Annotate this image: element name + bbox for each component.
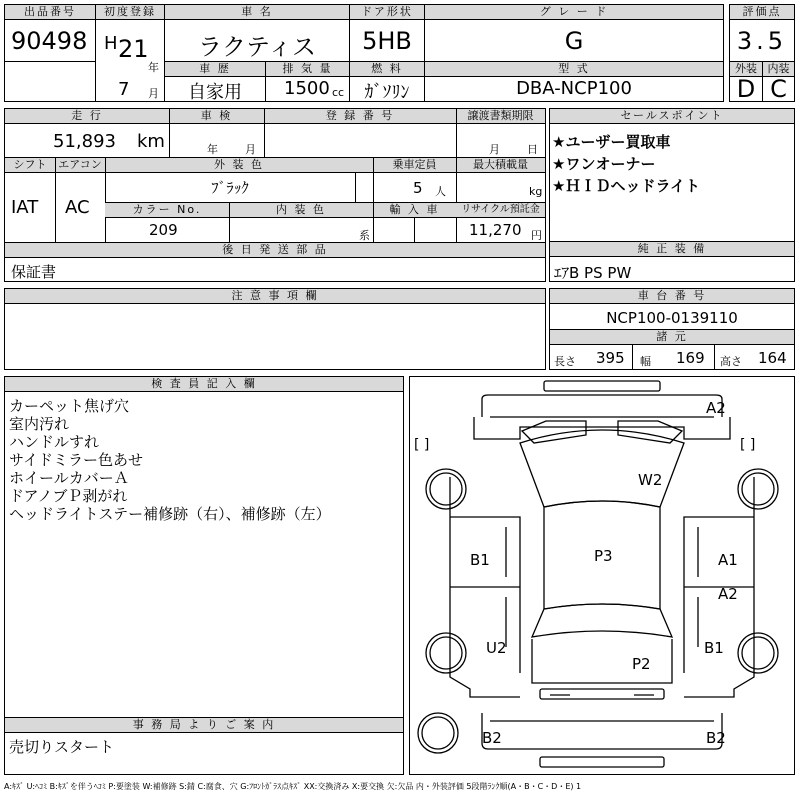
lot-number-label: 出品番号 <box>5 5 95 20</box>
mileage: 51,893 <box>53 131 116 152</box>
color-no-label: カラー No. <box>105 203 229 218</box>
inspector-line-5: ホイールカバーＡ <box>9 469 129 487</box>
model: DBA-NCP100 <box>516 78 632 99</box>
bracket-left: [ ] <box>414 437 430 453</box>
fuel: ｶﾞｿﾘﾝ <box>364 82 410 103</box>
score-box <box>729 4 795 62</box>
interior-box <box>762 61 795 102</box>
seats: 5 <box>413 179 423 197</box>
recycle-fee: 11,270 <box>469 221 522 239</box>
history: 自家用 <box>188 82 242 103</box>
mark-a1: A1 <box>718 551 738 569</box>
notes-label: 注 意 事 項 欄 <box>5 289 545 304</box>
ac-label: エアコン <box>55 158 105 173</box>
office-text: 売切りスタート <box>9 738 115 756</box>
mark-p3: P3 <box>594 547 613 565</box>
mark-p2: P2 <box>632 655 651 673</box>
model-label: 型 式 <box>425 62 723 77</box>
sales-points-label: セールスポイント <box>550 109 794 124</box>
transfer-month-unit: 月 <box>489 143 500 156</box>
score: 3.5 <box>736 27 788 55</box>
registration-year: 21 <box>118 35 149 63</box>
registration-era: H <box>104 33 118 54</box>
office-box <box>4 717 404 775</box>
seats-unit: 人 <box>435 185 446 198</box>
inspector-line-4: サイドミラー色あせ <box>9 451 143 469</box>
mileage-label: 走 行 <box>5 109 169 124</box>
registration-month: 7 <box>118 79 130 100</box>
inspector-line-1: カーペット焦げ穴 <box>9 397 130 415</box>
score-label: 評価点 <box>730 5 794 20</box>
inspector-box <box>4 376 404 718</box>
lot-number-box <box>4 4 96 62</box>
color-label: 外 装 色 <box>105 158 373 173</box>
fuel-label: 燃 料 <box>350 62 424 77</box>
mark-b2-left: B2 <box>482 729 502 747</box>
width: 169 <box>676 349 705 367</box>
chassis-number: NCP100-0139110 <box>606 309 738 327</box>
lot-number-spacer <box>4 61 96 102</box>
inspector-line-3: ハンドルすれ <box>9 433 100 451</box>
registration-box <box>95 4 165 102</box>
ac: AC <box>65 197 90 218</box>
load-unit: kg <box>529 185 543 198</box>
load-label: 最大積載量 <box>456 158 545 173</box>
mark-b1-right: B1 <box>704 639 724 657</box>
import-label: 輸 入 車 <box>373 203 456 218</box>
exterior-grade: D <box>736 75 756 103</box>
transfer-label: 譲渡書類期限 <box>456 109 545 124</box>
chassis-label: 車 台 番 号 <box>550 289 794 304</box>
grade-label: グ レ ー ド <box>425 5 723 20</box>
shift-label: シフト <box>5 158 55 173</box>
interior-label: 内装 <box>763 62 794 77</box>
notes-box <box>4 288 546 370</box>
transfer-day-unit: 日 <box>527 143 538 156</box>
legend: A:ｷｽﾞ U:ﾍｺﾐ B:ｷｽﾞを伴うﾍｺﾐ P:要塗装 W:補修跡 S:錆 C:腐食、穴 G:ﾌﾛﾝﾄｶﾞﾗｽ点ｷｽﾞ XX:交換済み X:要交換 欠:欠品 内・外装評価 5段階ﾗﾝｸ順(A・B・C・D・E) 1 <box>4 782 582 791</box>
equipment-label: 純 正 装 備 <box>550 242 794 257</box>
history-label: 車 歴 <box>165 62 265 77</box>
plate-label: 登 録 番 号 <box>264 109 456 124</box>
int-color-label: 内 装 色 <box>229 203 373 218</box>
seats-label: 乗車定員 <box>373 158 456 173</box>
displacement-box <box>265 61 350 102</box>
length: 395 <box>596 349 625 367</box>
sales-point-2: ★ワンオーナー <box>552 155 656 173</box>
exterior-label: 外装 <box>730 62 762 77</box>
equipment: ｴｱB PS PW <box>554 264 632 282</box>
displacement-unit: cc <box>332 86 345 99</box>
mileage-unit: km <box>137 131 165 152</box>
car-outline <box>410 377 794 774</box>
model-box <box>424 61 724 102</box>
sales-point-1: ★ユーザー買取車 <box>552 133 671 151</box>
height-label: 高さ <box>720 355 742 368</box>
later-parts-label: 後 日 発 送 部 品 <box>5 243 545 258</box>
registration-month-unit: 月 <box>148 87 159 100</box>
car-name-label: 車 名 <box>165 5 349 20</box>
interior-grade: C <box>770 75 787 103</box>
inspector-label: 検 査 員 記 入 欄 <box>5 377 403 392</box>
history-box <box>164 61 266 102</box>
mark-b2-right: B2 <box>706 729 726 747</box>
inspector-line-6: ドアノブＰ剥がれ <box>9 487 128 505</box>
vehicle-details-box <box>4 108 546 282</box>
recycle-fee-unit: 円 <box>531 229 542 242</box>
bracket-right: [ ] <box>740 437 756 453</box>
equipment-box <box>549 241 795 282</box>
sales-points-box <box>549 108 795 242</box>
registration-year-unit: 年 <box>148 61 159 74</box>
chassis-box <box>549 288 795 370</box>
damage-diagram <box>409 376 795 775</box>
later-parts: 保証書 <box>11 263 57 281</box>
length-label: 長さ <box>554 355 576 368</box>
mark-a2-front: A2 <box>706 399 726 417</box>
sales-point-3: ★ＨＩＤヘッドライト <box>552 177 700 195</box>
grade-box <box>424 4 724 62</box>
inspector-line-7: ヘッドライトステー補修跡（右）、補修跡（左） <box>9 505 331 523</box>
color-number: 209 <box>149 221 178 239</box>
car-name-box <box>164 4 350 62</box>
exterior-box <box>729 61 763 102</box>
registration-label: 初度登録 <box>96 5 164 20</box>
shift: IAT <box>11 197 39 218</box>
recycle-label: リサイクル預託金 <box>456 203 545 218</box>
inspection-year-unit: 年 <box>207 143 218 156</box>
dimensions-label: 諸 元 <box>550 329 794 345</box>
mark-a2-right: A2 <box>718 585 738 603</box>
color-number-unit: 系 <box>359 229 370 242</box>
inspection-label: 車 検 <box>169 109 264 124</box>
width-label: 幅 <box>640 355 651 368</box>
fuel-box <box>349 61 425 102</box>
door-label: ドア形状 <box>350 5 424 20</box>
displacement: 1500 <box>284 78 330 99</box>
office-label: 事 務 局 よ り ご 案 内 <box>5 718 403 733</box>
displacement-label: 排 気 量 <box>266 62 349 77</box>
car-name: ラクティス <box>197 33 317 61</box>
door-type: 5HB <box>362 27 412 55</box>
height: 164 <box>758 349 787 367</box>
exterior-color: ﾌﾞﾗｯｸ <box>211 179 249 197</box>
mark-b1-left: B1 <box>470 551 490 569</box>
mark-w2: W2 <box>638 471 663 489</box>
inspector-line-2: 室内汚れ <box>9 415 70 433</box>
door-box <box>349 4 425 62</box>
inspection-month-unit: 月 <box>245 143 256 156</box>
grade: G <box>564 27 584 55</box>
lot-number: 90498 <box>11 27 88 55</box>
mark-u2: U2 <box>486 639 507 657</box>
